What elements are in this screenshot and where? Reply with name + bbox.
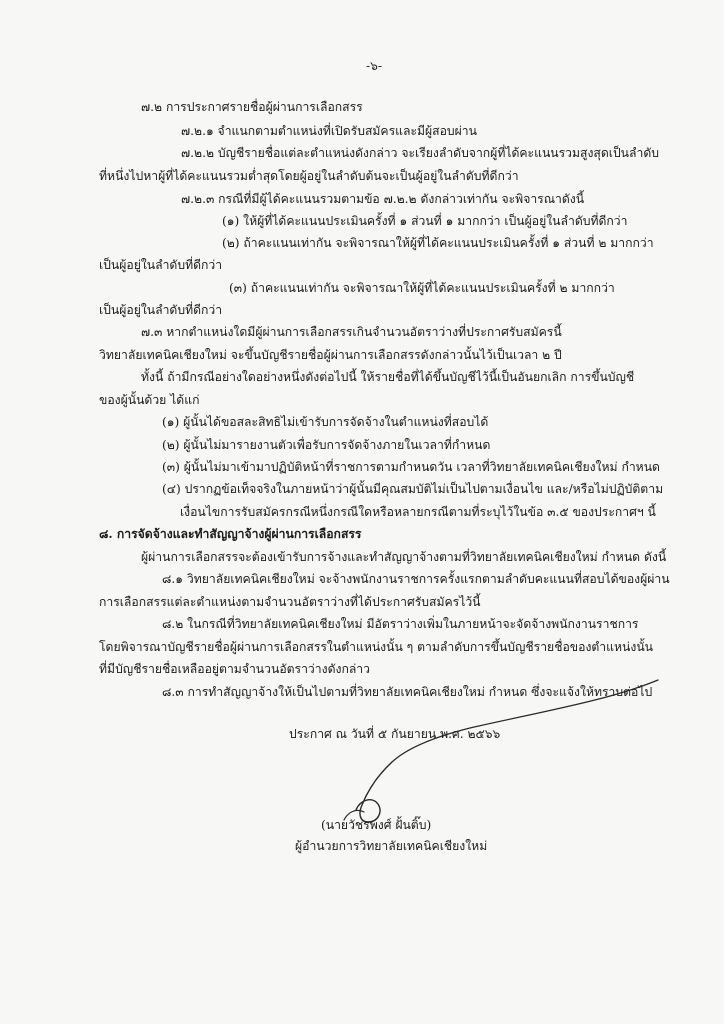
section-8-intro: ผู้ผ่านการเลือกสรรจะต้องเข้ารับการจ้างและทำสัญญาจ้างตามที่วิทยาลัยเทคนิคเชียงใหม่ กำหนด ดังนี้ [141, 550, 667, 564]
section-7-3-cond2: (๒) ผู้นั้นไม่มารายงานตัวเพื่อรับการจัดจ้างภายในเวลาที่กำหนด [162, 438, 491, 452]
section-7-2-2-line2: ที่หนึ่งไปหาผู้ที่ได้คะแนนรวมต่ำสุดโดยผู้อยู่ในลำดับต้นจะเป็นผู้อยู่ในลำดับที่ดีกว่า [99, 169, 519, 183]
section-7-2-1: ๗.๒.๑ จำแนกตามตำแหน่งที่เปิดรับสมัครและมีผู้สอบผ่าน [181, 124, 477, 138]
section-8-heading: ๘. การจัดจ้างและทำสัญญาจ้างผู้ผ่านการเลือกสรร [99, 527, 362, 541]
section-8-2-line3: ที่มีบัญชีรายชื่อเหลืออยู่ตามจำนวนอัตราว่างดังกล่าว [99, 662, 370, 676]
section-8-1-line2: การเลือกสรรแต่ละตำแหน่งตามจำนวนอัตราว่างที่ได้ประกาศรับสมัครไว้นี้ [99, 595, 481, 609]
signatory-name: (นายวัชรพงศ์ ฝั้นติ๊บ) [321, 818, 432, 832]
section-7-3-cond3: (๓) ผู้นั้นไม่มาเข้ามาปฏิบัติหน้าที่ราชการตามกำหนดวัน เวลาที่วิทยาลัยเทคนิคเชียงใหม่ กำหนด [162, 460, 660, 474]
signature-loop-stroke [356, 762, 392, 822]
section-7-2-heading: ๗.๒ การประกาศรายชื่อผู้ผ่านการเลือกสรร [141, 100, 363, 114]
section-8-1-line1: ๘.๑ วิทยาลัยเทคนิคเชียงใหม่ จะจ้างพนักงานราชการครั้งแรกตามลำดับคะแนนที่สอบได้ของผู้ผ่าน [162, 572, 670, 586]
section-7-2-3-sub1: (๑) ให้ผู้ที่ได้คะแนนประเมินครั้งที่ ๑ ส่วนที่ ๑ มากกว่า เป็นผู้อยู่ในลำดับที่ดีกว่า [222, 214, 628, 228]
section-7-3-cond4-line2: เงื่อนไขการรับสมัครกรณีหนึ่งกรณีใดหรือหลายกรณีตามที่ระบุไว้ในข้อ ๓.๕ ของประกาศฯ นี้ [180, 505, 656, 519]
section-7-2-3-sub2-line2: เป็นผู้อยู่ในลำดับที่ดีกว่า [99, 258, 223, 272]
section-7-2-2-line1: ๗.๒.๒ บัญชีรายชื่อแต่ละตำแหน่งดังกล่าว จะเรียงลำดับจากผู้ที่ได้คะแนนรวมสูงสุดเป็นลำดับ [181, 146, 659, 160]
section-7-2-3: ๗.๒.๓ กรณีที่มีผู้ได้คะแนนรวมตามข้อ ๗.๒.๒ ดังกล่าวเท่ากัน จะพิจารณาดังนี้ [181, 192, 585, 206]
section-8-2-line2: โดยพิจารณาบัญชีรายชื่อผู้ผ่านการเลือกสรรในตำแหน่งนั้น ๆ ตามลำดับการขึ้นบัญชีรายชื่อของตำแหน่งนั้น [99, 640, 653, 654]
section-7-2-3-sub3-line1: (๓) ถ้าคะแนนเท่ากัน จะพิจารณาให้ผู้ที่ได้คะแนนประเมินครั้งที่ ๒ มากกว่า [229, 281, 615, 295]
section-7-2-3-sub3-line2: เป็นผู้อยู่ในลำดับที่ดีกว่า [99, 303, 223, 317]
section-7-3-line1: ๗.๓ หากตำแหน่งใดมีผู้ผ่านการเลือกสรรเกินจำนวนอัตราว่างที่ประกาศรับสมัครนี้ [141, 325, 562, 339]
section-7-2-3-sub2-line1: (๒) ถ้าคะแนนเท่ากัน จะพิจารณาให้ผู้ที่ได้คะแนนประเมินครั้งที่ ๑ ส่วนที่ ๒ มากกว่า [222, 236, 654, 250]
section-8-3: ๘.๓ การทำสัญญาจ้างให้เป็นไปตามที่วิทยาลัยเทคนิคเชียงใหม่ กำหนด ซึ่งจะแจ้งให้ทราบต่อไป [162, 685, 653, 699]
section-7-3-cond4-line1: (๔) ปรากฏข้อเท็จจริงในภายหน้าว่าผู้นั้นมีคุณสมบัติไม่เป็นไปตามเงื่อนไข และ/หรือไม่ปฏิบัติตาม [162, 482, 664, 496]
section-7-3-line4: ของผู้นั้นด้วย ได้แก่ [99, 393, 200, 407]
section-7-3-cond1: (๑) ผู้นั้นได้ขอสละสิทธิไม่เข้ารับการจัดจ้างในตำแหน่งที่สอบได้ [162, 415, 489, 429]
signatory-title: ผู้อำนวยการวิทยาลัยเทคนิคเชียงใหม่ [295, 839, 488, 853]
section-8-2-line1: ๘.๒ ในกรณีที่วิทยาลัยเทคนิคเชียงใหม่ มีอัตราว่างเพิ่มในภายหน้าจะจัดจ้างพนักงานราชการ [162, 617, 639, 631]
section-7-3-line2: วิทยาลัยเทคนิคเชียงใหม่ จะขึ้นบัญชีรายชื่อผู้ผ่านการเลือกสรรดังกล่าวนั้นไว้เป็นเวลา ๒ ปี [99, 348, 562, 362]
section-7-3-line3: ทั้งนี้ ถ้ามีกรณีอย่างใดอย่างหนึ่งดังต่อไปนี้ ให้รายชื่อที่ได้ขึ้นบัญชีไว้นี้เป็นอันยกเลิก การขึ้นบัญชี [141, 370, 635, 384]
page-number: -๖- [366, 59, 382, 73]
announcement-date: ประกาศ ณ วันที่ ๕ กันยายน พ.ศ. ๒๕๖๖ [289, 727, 501, 741]
